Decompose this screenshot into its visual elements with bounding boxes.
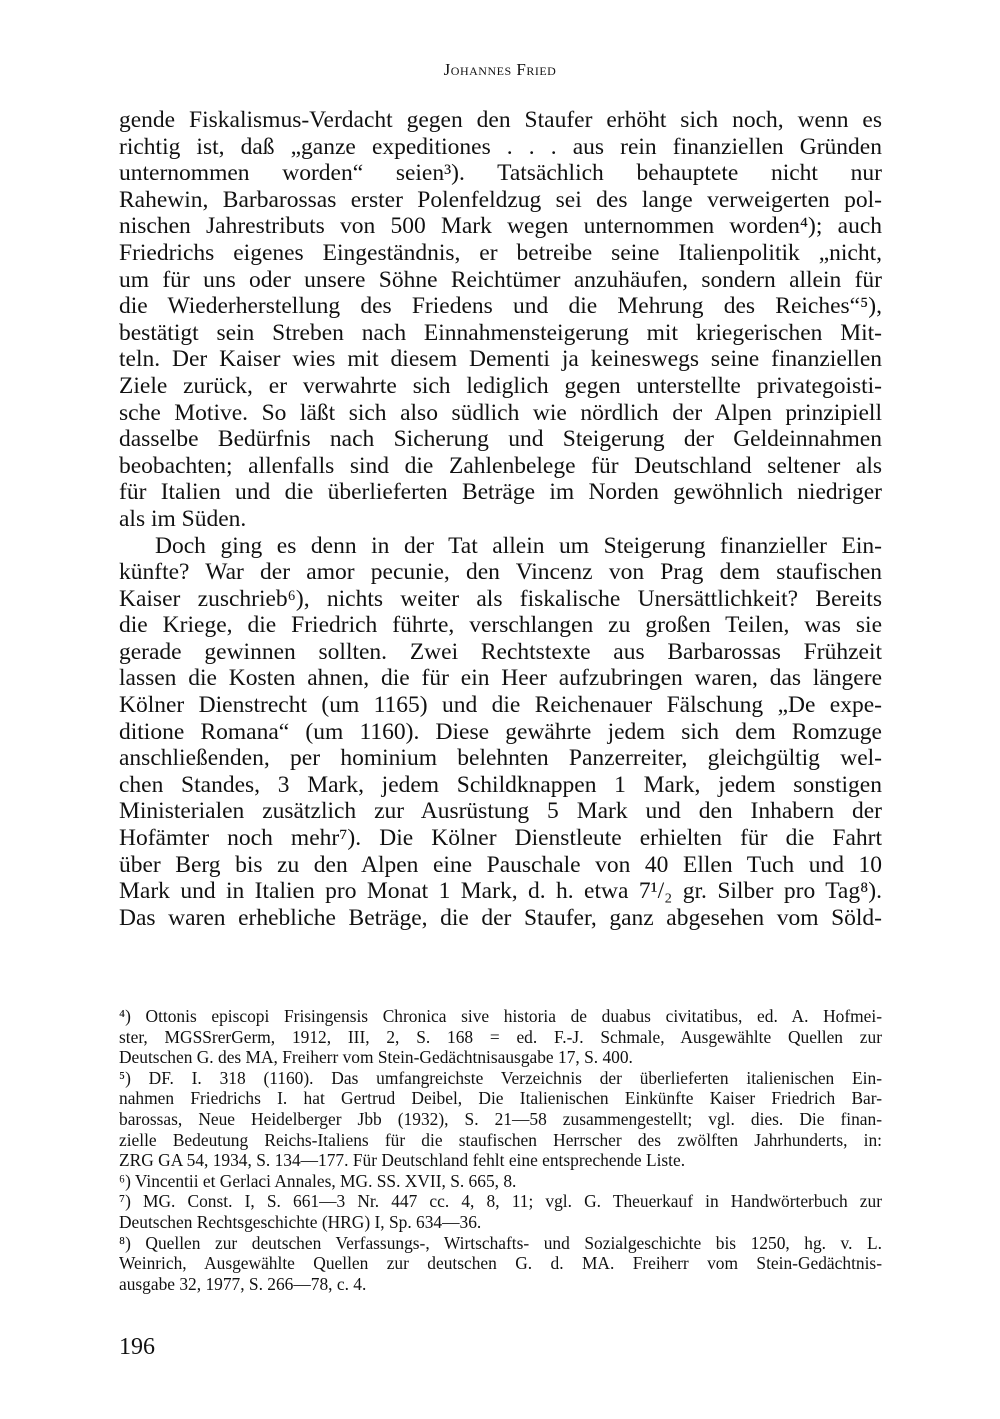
text-line: sche Motive. So läßt sich also südlich wie nördlich der Alpen prinzipiell: [119, 399, 882, 426]
text-line: Ministerialen zusätzlich zur Ausrüstung 5 Mark und den Inhabern der: [119, 798, 882, 825]
text-line: chen Standes, 3 Mark, jedem Schildknappen 1 Mark, jedem sonstigen: [119, 771, 882, 798]
text-line: künfte? War der amor pecunie, den Vincenz von Prag dem staufischen: [119, 559, 882, 586]
text-line: unternommen worden“ seien³). Tatsächlich behauptete nicht nur: [119, 160, 882, 187]
footnote-line: ausgabe 32, 1977, S. 266—78, c. 4.: [119, 1273, 367, 1294]
text-line: Friedrichs eigenes Eingeständnis, er betreibe seine Italienpolitik „nicht,: [119, 239, 882, 266]
text-line: Ziele zurück, er verwahrte sich lediglich gegen unterstellte privategoisti-: [119, 372, 882, 399]
text-line: teln. Der Kaiser wies mit diesem Dementi ja keineswegs seine finanziellen: [119, 346, 882, 373]
footnote-line: Deutschen G. des MA, Freiherr vom Stein-Gedächtnisausgabe 17, S. 400.: [119, 1047, 633, 1068]
text-line: die Kriege, die Friedrich führte, verschlangen zu großen Teilen, was sie: [119, 612, 882, 639]
text-line: über Berg bis zu den Alpen eine Pauschale von 40 Ellen Tuch und 10: [119, 851, 882, 878]
paragraph-end-line: als im Süden.: [119, 505, 247, 532]
running-head: Johannes Fried: [443, 60, 557, 79]
footnote-line: ⁵) DF. I. 318 (1160). Das umfangreichste Verzeichnis der überlieferten italienischen Ein-: [119, 1067, 882, 1088]
text-line: Hofämter noch mehr⁷). Die Kölner Dienstleute erhielten für die Fahrt: [119, 825, 882, 852]
text-line: um für uns oder unsere Söhne Reichtümer anzuhäufen, sondern allein für: [119, 266, 882, 293]
footnote-line: Weinrich, Ausgewählte Quellen zur deutschen G. d. MA. Freiherr vom Stein-Gedächtnis-: [119, 1253, 882, 1274]
text-line: die Wiederherstellung des Friedens und die Mehrung des Reiches“⁵),: [119, 293, 882, 320]
text-line: ditione Romana“ (um 1160). Diese gewährte jedem sich dem Romzuge: [119, 718, 882, 745]
footnote-line: ⁶) Vincentii et Gerlaci Annales, MG. SS. XVII, S. 665, 8.: [119, 1170, 517, 1191]
text-line: Kaiser zuschrieb⁶), nichts weiter als fiskalische Unersättlichkeit? Bereits: [119, 585, 882, 612]
page-number: 196: [119, 1334, 155, 1360]
text-line: Rahewin, Barbarossas erster Polenfeldzug sei des lange verweigerten pol-: [119, 186, 882, 213]
text-line: für Italien und die überlieferten Beträge im Norden gewöhnlich niedriger: [119, 479, 882, 506]
text-line: anschließenden, per hominium belehnten Panzerreiter, gleichgültig wel-: [119, 745, 882, 772]
footnotes: [119, 1006, 882, 1294]
text-line: lassen die Kosten ahnen, die für ein Heer aufzubringen waren, das längere: [119, 665, 882, 692]
text-line: Das waren erhebliche Beträge, die der Staufer, ganz abgesehen vom Söld-: [119, 904, 882, 931]
text-line: gerade gewinnen sollten. Zwei Rechtstexte aus Barbarossas Frühzeit: [119, 638, 882, 665]
footnote-line: barossas, Neue Heidelberger Jbb (1932), S. 21—58 zusammengestellt; vgl. dies. Die finan-: [119, 1108, 882, 1129]
text-line: richtig ist, daß „ganze expeditiones . . . aus rein finanziellen Gründen: [119, 133, 882, 160]
footnote-line: zielle Bedeutung Reichs-Italiens für die staufischen Herrscher des zwölften Jahrhunderts, in:: [119, 1129, 882, 1150]
footnote-line: ⁷) MG. Const. I, S. 661—3 Nr. 447 cc. 4, 8, 11; vgl. G. Theuerkauf in Handwörterbuch zur: [119, 1191, 882, 1212]
footnote-line: Deutschen Rechtsgeschichte (HRG) I, Sp. 634—36.: [119, 1211, 482, 1232]
paragraph-start-line: Doch ging es denn in der Tat allein um Steigerung finanzieller Ein-: [155, 532, 882, 559]
footnote-line: ZRG GA 54, 1934, S. 134—177. Für Deutschland fehlt eine entsprechende Liste.: [119, 1150, 686, 1171]
text-line: bestätigt sein Streben nach Einnahmensteigerung mit kriegerischen Mit-: [119, 319, 882, 346]
footnote-line: ⁸) Quellen zur deutschen Verfassungs-, Wirtschafts- und Sozialgeschichte bis 1250, hg. v. L.: [119, 1232, 882, 1253]
footnote-line: ⁴) Ottonis episcopi Frisingensis Chronica sive historia de duabus civitatibus, ed. A. Hofmei-: [119, 1006, 882, 1026]
main-text: [119, 107, 882, 931]
text-line: dasselbe Bedürfnis nach Sicherung und Steigerung der Geldeinnahmen: [119, 426, 882, 453]
text-line: nischen Jahrestributs von 500 Mark wegen unternommen worden⁴); auch: [119, 213, 882, 240]
text-line: gende Fiskalismus-Verdacht gegen den Staufer erhöht sich noch, wenn es: [119, 107, 882, 133]
text-line: Kölner Dienstrecht (um 1165) und die Reichenauer Fälschung „De expe-: [119, 692, 882, 719]
footnote-line: nahmen Friedrichs I. hat Gertrud Deibel, Die Italienischen Einkünfte Kaiser Friedrich Bar-: [119, 1088, 882, 1109]
text-line: Mark und in Italien pro Monat 1 Mark, d. h. etwa 7¹/₂ gr. Silber pro Tag⁸).: [119, 878, 882, 905]
text-line: beobachten; allenfalls sind die Zahlenbelege für Deutschland seltener als: [119, 452, 882, 479]
footnote-line: ster, MGSSrerGerm, 1912, III, 2, S. 168 = ed. F.-J. Schmale, Ausgewählte Quellen zur: [119, 1026, 882, 1047]
